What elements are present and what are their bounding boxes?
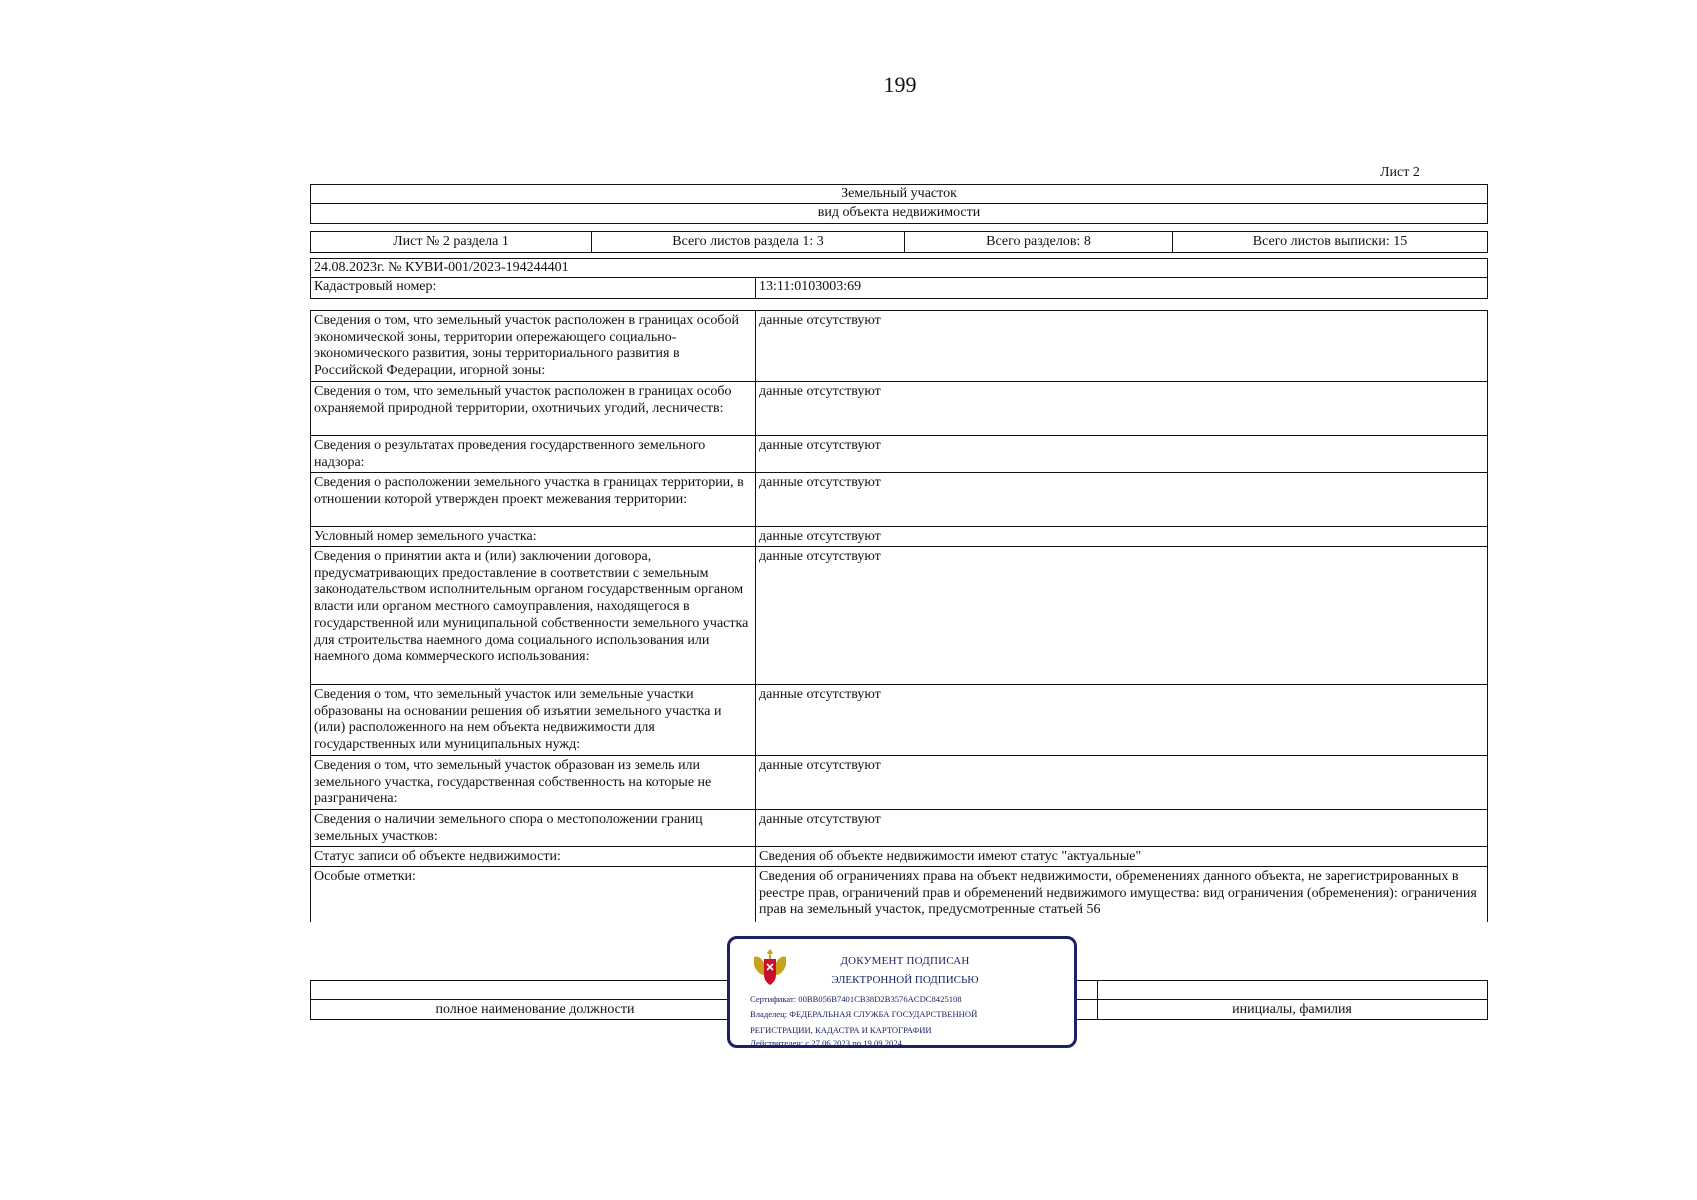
row-value: данные отсутствуют [755, 810, 1487, 846]
stamp-title-line1: ДОКУМЕНТ ПОДПИСАН [840, 955, 970, 967]
row-label: Сведения о принятии акта и (или) заключении договора, предусматривающих предоставление в соответствии с земельным законодательством исполнительным органом государственным органом власти или органом местного самоуправления, находящегося в государственной или муниципальной собственности земельного участка для строительства наемного дома социального использования или наемного дома коммерческого использования: [314, 549, 749, 665]
table-row [311, 756, 1487, 810]
table-row [311, 867, 1487, 922]
row-label: Сведения о наличии земельного спора о местоположении границ земельных участков: [314, 812, 703, 844]
row-value: данные отсутствуют [755, 473, 1487, 526]
row-value: Сведения об объекте недвижимости имеют статус "актуальные" [755, 847, 1487, 866]
date-number: 24.08.2023г. № КУВИ-001/2023-194244401 [310, 258, 1488, 278]
row-value: Сведения об ограничениях права на объект недвижимости, обременениях данного объекта, не зарегистрированных в реестре прав, ограничений прав и обременений недвижимого имущества: вид ограничения (обременения): ограничения прав на земельный участок, предусмотренные статьей 56 [755, 867, 1487, 922]
row-value: данные отсутствуют [755, 382, 1487, 435]
details-table [310, 310, 1488, 922]
table-row [311, 436, 1487, 473]
row-label: Особые отметки: [314, 869, 416, 884]
table-row [311, 547, 1487, 685]
table-row [311, 527, 1487, 547]
table-row [311, 685, 1487, 756]
stamp-owner-cont: РЕГИСТРАЦИИ, КАДАСТРА И КАРТОГРАФИИ [750, 1025, 932, 1035]
total-sheets: Всего листов выписки: 15 [1172, 232, 1487, 252]
summary-row [310, 231, 1488, 253]
row-value: данные отсутствуют [755, 547, 1487, 684]
stamp-certificate: Сертификат: 00BB056B7401CB38D2B3576ACDC8425108 [750, 994, 962, 1004]
row-value: данные отсутствуют [755, 527, 1487, 546]
row-label: Сведения о расположении земельного участка в границах территории, в отношении которой утвержден проект межевания территории: [314, 475, 744, 507]
sheet-label: Лист 2 [1380, 165, 1420, 180]
row-value: данные отсутствуют [755, 756, 1487, 809]
cadastral-value: 13:11:0103003:69 [755, 278, 1487, 298]
sheet-of-section: Лист № 2 раздела 1 [393, 234, 509, 249]
table-row [311, 382, 1487, 436]
table-row [311, 847, 1487, 867]
section-sheets-count: Всего листов раздела 1: 3 [591, 232, 904, 252]
stamp-owner: Владелец: ФЕДЕРАЛЬНАЯ СЛУЖБА ГОСУДАРСТВЕННОЙ [750, 1009, 978, 1019]
position-label: полное наименование должности [435, 1002, 635, 1017]
object-title: Земельный участок [310, 184, 1488, 204]
page-number: 199 [883, 72, 917, 97]
row-label: Сведения о том, что земельный участок или земельные участки образованы на основании решения об изъятии земельного участка и (или) расположенного на нем объекта недвижимости для государственных или муниципальных нужд: [314, 687, 722, 753]
stamp-title-line2: ЭЛЕКТРОННОЙ ПОДПИСЬЮ [831, 974, 979, 986]
row-value: данные отсутствуют [755, 685, 1487, 755]
coat-of-arms-icon [750, 945, 790, 989]
row-label: Условный номер земельного участка: [314, 529, 537, 544]
total-sections: Всего разделов: 8 [904, 232, 1172, 252]
object-subtitle: вид объекта недвижимости [310, 204, 1488, 224]
stamp-valid: Действителен: с 27.06.2023 по 19.09.2024 [750, 1038, 902, 1048]
row-label: Сведения о том, что земельный участок расположен в границах особой экономической зоны, территории опережающего социально-экономического развития, зоны территориального развития в Российской Федерации, игорной зоны: [314, 313, 739, 379]
table-row [311, 311, 1487, 382]
cadastral-row [310, 278, 1488, 299]
row-label: Сведения о том, что земельный участок образован из земель или земельного участка, государственная собственность на которые не разграничена: [314, 758, 712, 807]
table-row [311, 473, 1487, 527]
cadastral-label: Кадастровый номер: [314, 279, 437, 294]
row-value: данные отсутствуют [755, 436, 1487, 472]
electronic-signature-stamp [727, 936, 1077, 1048]
row-label: Сведения о результатах проведения государственного земельного надзора: [314, 438, 706, 470]
row-label: Сведения о том, что земельный участок расположен в границах особо охраняемой природной территории, охотничьих угодий, лесничеств: [314, 384, 732, 416]
table-row [311, 810, 1487, 847]
row-label: Статус записи об объекте недвижимости: [314, 849, 561, 864]
name-label: инициалы, фамилия [1232, 1002, 1352, 1017]
row-value: данные отсутствуют [755, 311, 1487, 381]
